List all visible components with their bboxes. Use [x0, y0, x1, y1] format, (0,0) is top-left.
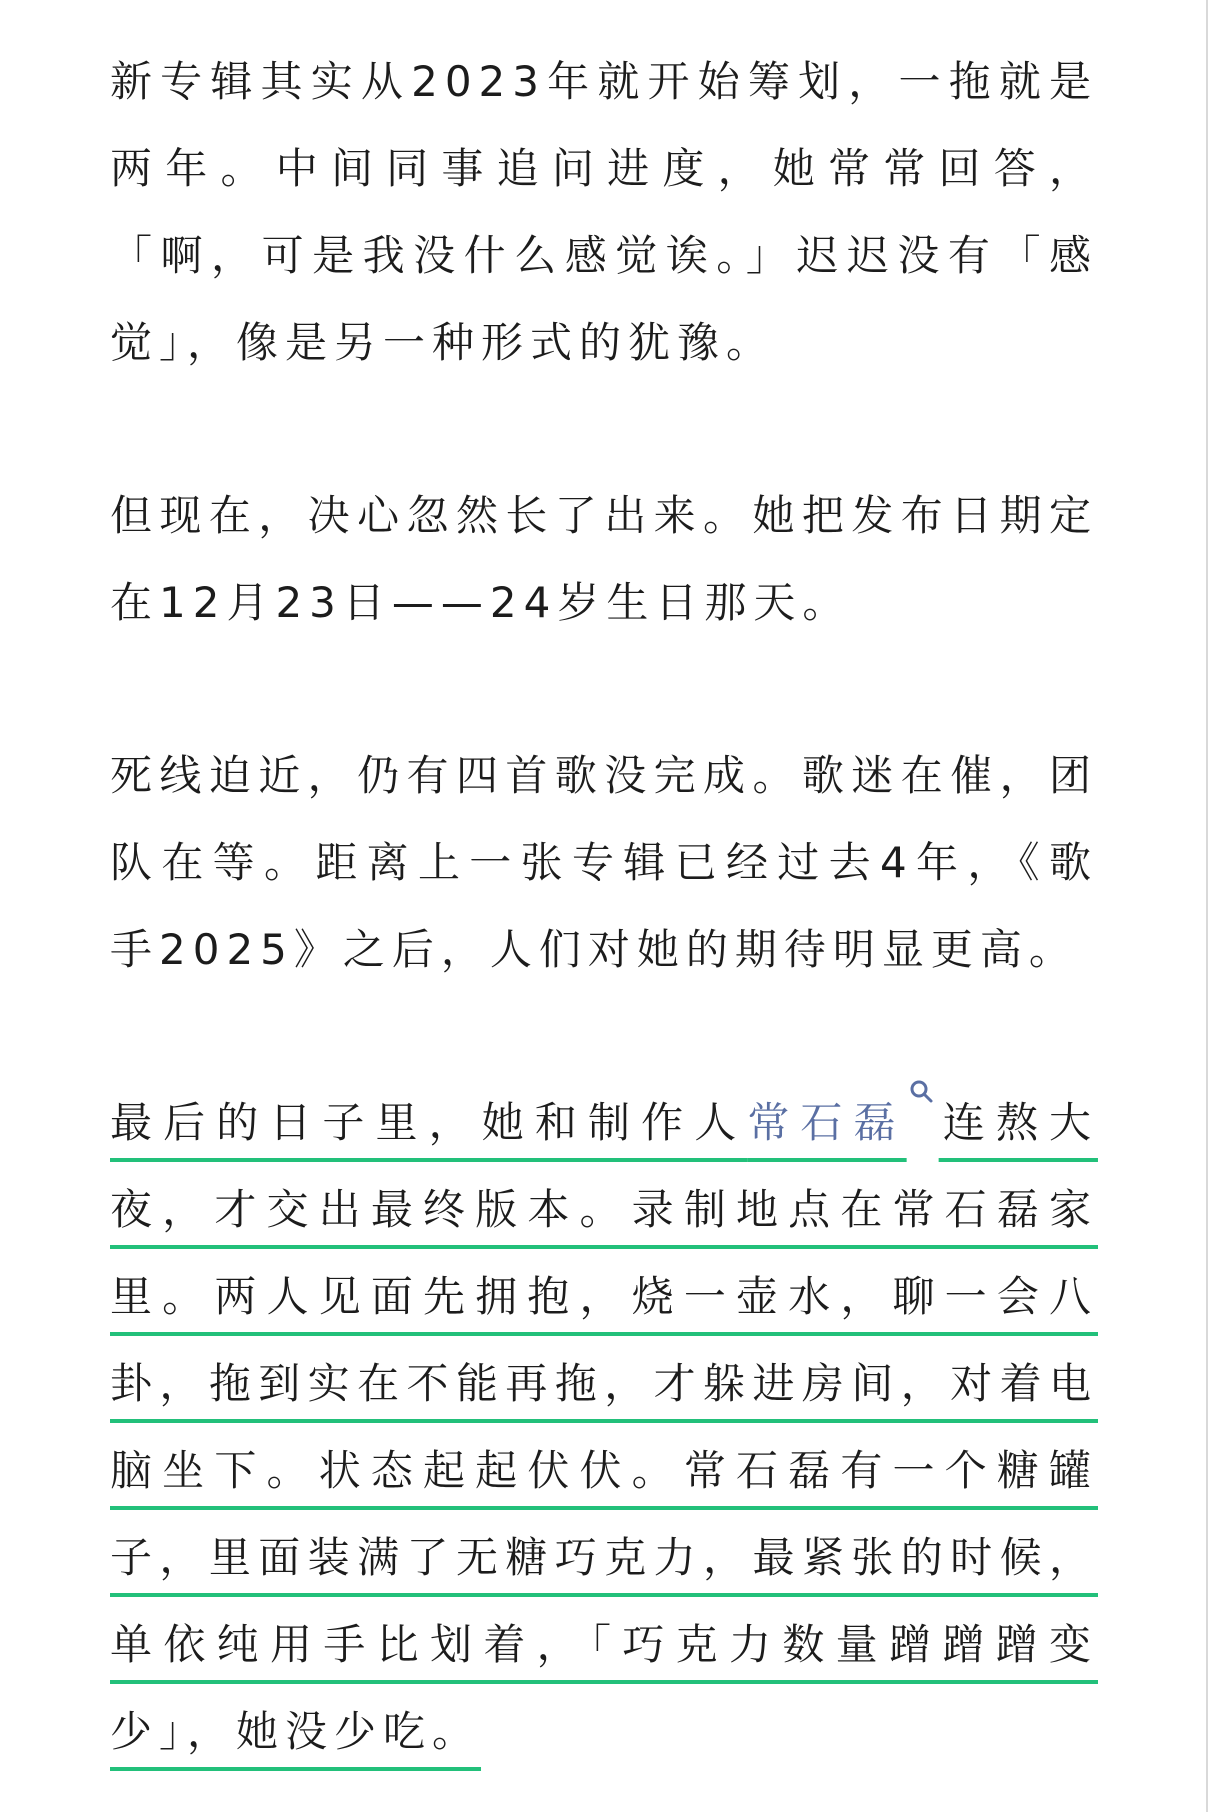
paragraph-2: 但现在，决心忽然长了出来。她把发布日期定在12月23日——24岁生日那天。: [110, 491, 1098, 627]
entity-link-producer[interactable]: 常石磊: [747, 1098, 907, 1147]
search-icon[interactable]: [909, 1079, 935, 1113]
article-body: [110, 38, 1098, 1775]
paragraph-4-body-text: 连熬大夜，才交出最终版本。录制地点在常石磊家里。两人见面先拥抱，烧一壶水，聊一会八卦，拖到实在不能再拖，才躲进房间，对着电脑坐下。状态起起伏伏。常石磊有一个糖罐子，里面装满了无糖巧克力，最紧张的时候，单依纯用手比划着，「巧克力数量蹭蹭蹭变少」，她没少吃。: [110, 1098, 1098, 1756]
highlighted-paragraph: [110, 1079, 1098, 1775]
paragraph-4-lead-text: 最后的日子里，她和制作人: [110, 1098, 748, 1147]
paragraph-1: 新专辑其实从2023年就开始筹划，一拖就是两年。中间同事追问进度，她常常回答，「啊，可是我没什么感觉诶。」迟迟没有「感觉」，像是另一种形式的犹豫。: [110, 57, 1098, 367]
paragraph-3: 死线迫近，仍有四首歌没完成。歌迷在催，团队在等。距离上一张专辑已经过去4年，《歌手2025》之后，人们对她的期待明显更高。: [110, 751, 1098, 974]
